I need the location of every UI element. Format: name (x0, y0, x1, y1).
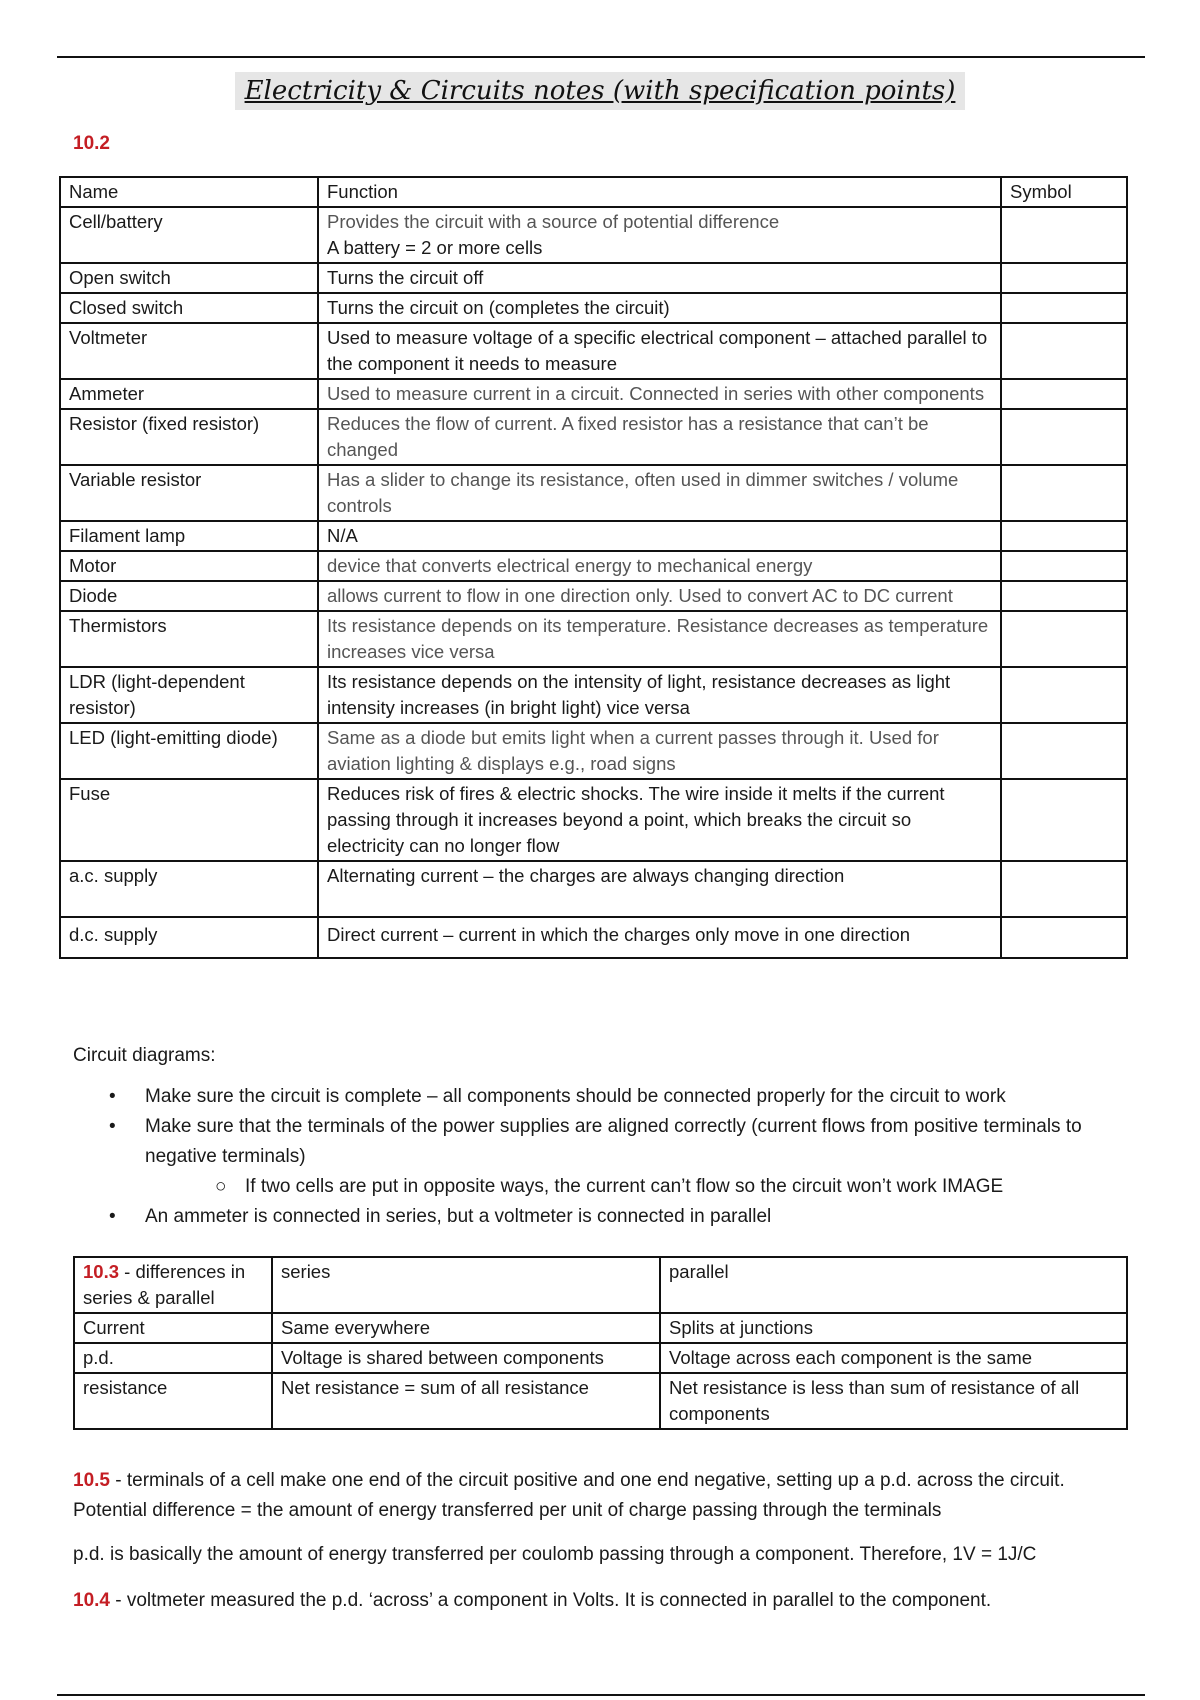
table-row (60, 293, 1127, 323)
list-item (105, 1202, 1105, 1232)
component-function: Same as a diode but emits light when a current passes through it. Used for aviation lighting & displays e.g., road signs (318, 723, 1001, 779)
component-name: Cell/battery (60, 207, 318, 263)
paragraph-text: - voltmeter measured the p.d. ‘across’ a component in Volts. It is connected in parallel to the component. (109, 1590, 992, 1611)
header-series: series (272, 1257, 660, 1313)
table-row (60, 551, 1127, 581)
table-row (60, 917, 1127, 958)
table-row (60, 861, 1127, 917)
table-row (60, 779, 1127, 861)
component-symbol (1001, 667, 1127, 723)
function-line: Provides the circuit with a source of potential difference (327, 211, 780, 232)
list-item (215, 1172, 1105, 1202)
paragraph-10-4 (73, 1586, 1133, 1616)
table-row (60, 465, 1127, 521)
table-row (60, 521, 1127, 551)
component-function: Turns the circuit on (completes the circuit) (318, 293, 1001, 323)
component-name: Variable resistor (60, 465, 318, 521)
component-name: Closed switch (60, 293, 318, 323)
component-symbol (1001, 293, 1127, 323)
component-function: N/A (318, 521, 1001, 551)
component-function: Its resistance depends on the intensity of light, resistance decreases as light intensity increases (in bright light) vice versa (318, 667, 1001, 723)
component-symbol (1001, 917, 1127, 958)
section-number-10-3: 10.3 (83, 1261, 120, 1282)
row-label: p.d. (74, 1343, 272, 1373)
top-rule (57, 56, 1145, 58)
table-row (74, 1343, 1127, 1373)
component-symbol (1001, 551, 1127, 581)
component-function: Alternating current – the charges are always changing direction (318, 861, 1001, 917)
table-row (60, 611, 1127, 667)
component-symbol (1001, 379, 1127, 409)
component-function (318, 207, 1001, 263)
circuit-bullets (105, 1082, 1105, 1232)
component-function: Has a slider to change its resistance, often used in dimmer switches / volume controls (318, 465, 1001, 521)
component-name: Thermistors (60, 611, 318, 667)
bullet-text: An ammeter is connected in series, but a voltmeter is connected in parallel (145, 1206, 772, 1227)
paragraph-10-5 (73, 1466, 1133, 1526)
component-symbol (1001, 611, 1127, 667)
component-name: Open switch (60, 263, 318, 293)
component-symbol (1001, 207, 1127, 263)
table-header-row (74, 1257, 1127, 1313)
component-symbol (1001, 323, 1127, 379)
component-symbol (1001, 263, 1127, 293)
component-name: a.c. supply (60, 861, 318, 917)
circle-bullet-icon: ○ (215, 1176, 227, 1197)
component-name: Motor (60, 551, 318, 581)
row-label: resistance (74, 1373, 272, 1429)
component-function: Its resistance depends on its temperature. Resistance decreases as temperature increases vice versa (318, 611, 1001, 667)
header-name: Name (60, 177, 318, 207)
parallel-cell: Splits at junctions (660, 1313, 1127, 1343)
table-row (74, 1313, 1127, 1343)
bullet-icon: • (109, 1206, 116, 1227)
component-function: Reduces risk of fires & electric shocks. The wire inside it melts if the current passing through it increases beyond a point, which breaks the circuit so electricity can no longer flow (318, 779, 1001, 861)
component-function: Direct current – current in which the charges only move in one direction (318, 917, 1001, 958)
component-function: Used to measure current in a circuit. Connected in series with other components (318, 379, 1001, 409)
table-row (60, 667, 1127, 723)
table-row (74, 1373, 1127, 1429)
component-name: Resistor (fixed resistor) (60, 409, 318, 465)
bullet-text: Make sure that the terminals of the power supplies are aligned correctly (current flows from positive terminals to negative terminals) (145, 1116, 1082, 1167)
page-title: Electricity & Circuits notes (with specification points) (235, 72, 966, 110)
component-symbol (1001, 861, 1127, 917)
component-name: d.c. supply (60, 917, 318, 958)
header-text: - differences in series & parallel (83, 1261, 246, 1308)
parallel-cell: Net resistance is less than sum of resistance of all components (660, 1373, 1127, 1429)
table-row (60, 323, 1127, 379)
row-label: Current (74, 1313, 272, 1343)
table-row (60, 723, 1127, 779)
component-name: LDR (light-dependent resistor) (60, 667, 318, 723)
list-item (105, 1112, 1105, 1202)
component-symbol (1001, 409, 1127, 465)
bottom-rule (57, 1694, 1145, 1696)
component-name: Ammeter (60, 379, 318, 409)
table-row (60, 263, 1127, 293)
series-cell: Voltage is shared between components (272, 1343, 660, 1373)
component-function: Reduces the flow of current. A fixed resistor has a resistance that can’t be changed (318, 409, 1001, 465)
title-container (0, 72, 1200, 110)
list-item (105, 1082, 1105, 1112)
component-symbol (1001, 581, 1127, 611)
component-name: Fuse (60, 779, 318, 861)
component-name: Voltmeter (60, 323, 318, 379)
component-name: LED (light-emitting diode) (60, 723, 318, 779)
bullet-text: Make sure the circuit is complete – all components should be connected properly for the circuit to work (145, 1086, 1006, 1107)
section-number-10-2: 10.2 (73, 133, 110, 154)
section-number-10-5: 10.5 (73, 1470, 110, 1491)
series-cell: Same everywhere (272, 1313, 660, 1343)
series-cell: Net resistance = sum of all resistance (272, 1373, 660, 1429)
header-parallel: parallel (660, 1257, 1127, 1313)
table-row (60, 409, 1127, 465)
component-function: allows current to flow in one direction only. Used to convert AC to DC current (318, 581, 1001, 611)
bullet-text: If two cells are put in opposite ways, the current can’t flow so the circuit won’t work IMAGE (245, 1176, 1004, 1197)
circuit-diagrams-heading: Circuit diagrams: (73, 1045, 216, 1066)
header-symbol: Symbol (1001, 177, 1127, 207)
table-row (60, 581, 1127, 611)
section-number-10-4: 10.4 (73, 1590, 110, 1611)
series-parallel-table (73, 1256, 1128, 1430)
component-function: Used to measure voltage of a specific electrical component – attached parallel to the component it needs to measure (318, 323, 1001, 379)
component-name: Diode (60, 581, 318, 611)
table-row (60, 207, 1127, 263)
components-table (59, 176, 1128, 959)
bullet-icon: • (109, 1086, 116, 1107)
bullet-icon: • (109, 1116, 116, 1137)
header-differences (74, 1257, 272, 1313)
table-row (60, 379, 1127, 409)
table-header-row (60, 177, 1127, 207)
component-symbol (1001, 465, 1127, 521)
paragraph-pd: p.d. is basically the amount of energy transferred per coulomb passing through a component. Therefore, 1V = 1J/C (73, 1544, 1037, 1565)
component-symbol (1001, 779, 1127, 861)
parallel-cell: Voltage across each component is the same (660, 1343, 1127, 1373)
component-symbol (1001, 521, 1127, 551)
component-name: Filament lamp (60, 521, 318, 551)
component-symbol (1001, 723, 1127, 779)
function-line-extra: A battery = 2 or more cells (327, 237, 543, 258)
sub-bullets (145, 1172, 1105, 1202)
header-function: Function (318, 177, 1001, 207)
component-function: device that converts electrical energy to mechanical energy (318, 551, 1001, 581)
component-function: Turns the circuit off (318, 263, 1001, 293)
paragraph-text: - terminals of a cell make one end of the circuit positive and one end negative, setting up a p.d. across the circuit. Potential difference = the amount of energy transferred per unit of charge passing through the terminals (73, 1470, 1065, 1521)
